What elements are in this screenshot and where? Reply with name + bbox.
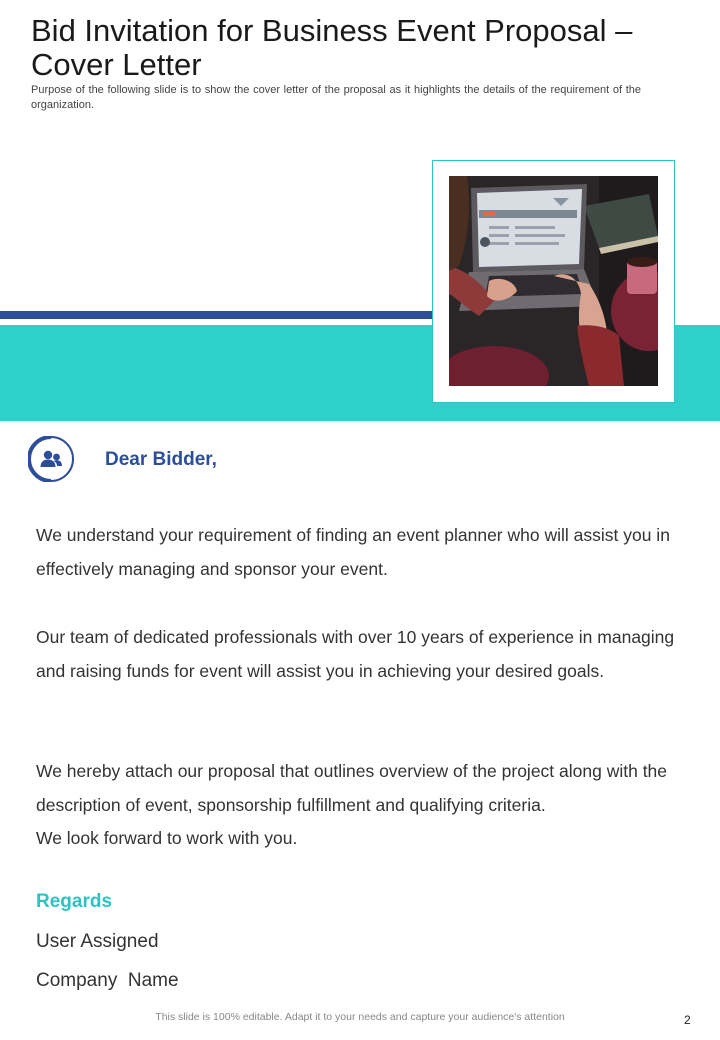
laptop-photo (449, 176, 658, 386)
users-icon (28, 436, 74, 482)
letter-paragraph-3: We hereby attach our proposal that outlines overview of the project along with the description of event, sponsorship fulfillment and qualifying criteria. (36, 761, 668, 815)
letter-paragraph-4: We look forward to work with you. (36, 828, 298, 848)
blue-stripe (0, 311, 436, 319)
page-title: Bid Invitation for Business Event Proposal – Cover Letter (31, 13, 633, 82)
page-subtitle: Purpose of the following slide is to show the cover letter of the proposal as it highlights the details of the requirement of the organization. (31, 84, 641, 111)
signature-name: User Assigned (36, 931, 159, 952)
footer-note: This slide is 100% editable. Adapt it to your needs and capture your audience's attention (155, 1011, 565, 1023)
regards-label: Regards (36, 891, 113, 912)
letter-paragraph-2: Our team of dedicated professionals with over 10 years of experience in managing and raising funds for event will assist you in achieving your desired goals. (36, 627, 675, 681)
signature-company: Company Name (36, 970, 179, 991)
photo-frame (432, 160, 675, 403)
letter-paragraph-1: We understand your requirement of finding an event planner who will assist you in effectively managing and sponsor your event. (36, 525, 670, 579)
greeting: Dear Bidder, (105, 449, 217, 470)
page-number: 2 (684, 1013, 691, 1027)
